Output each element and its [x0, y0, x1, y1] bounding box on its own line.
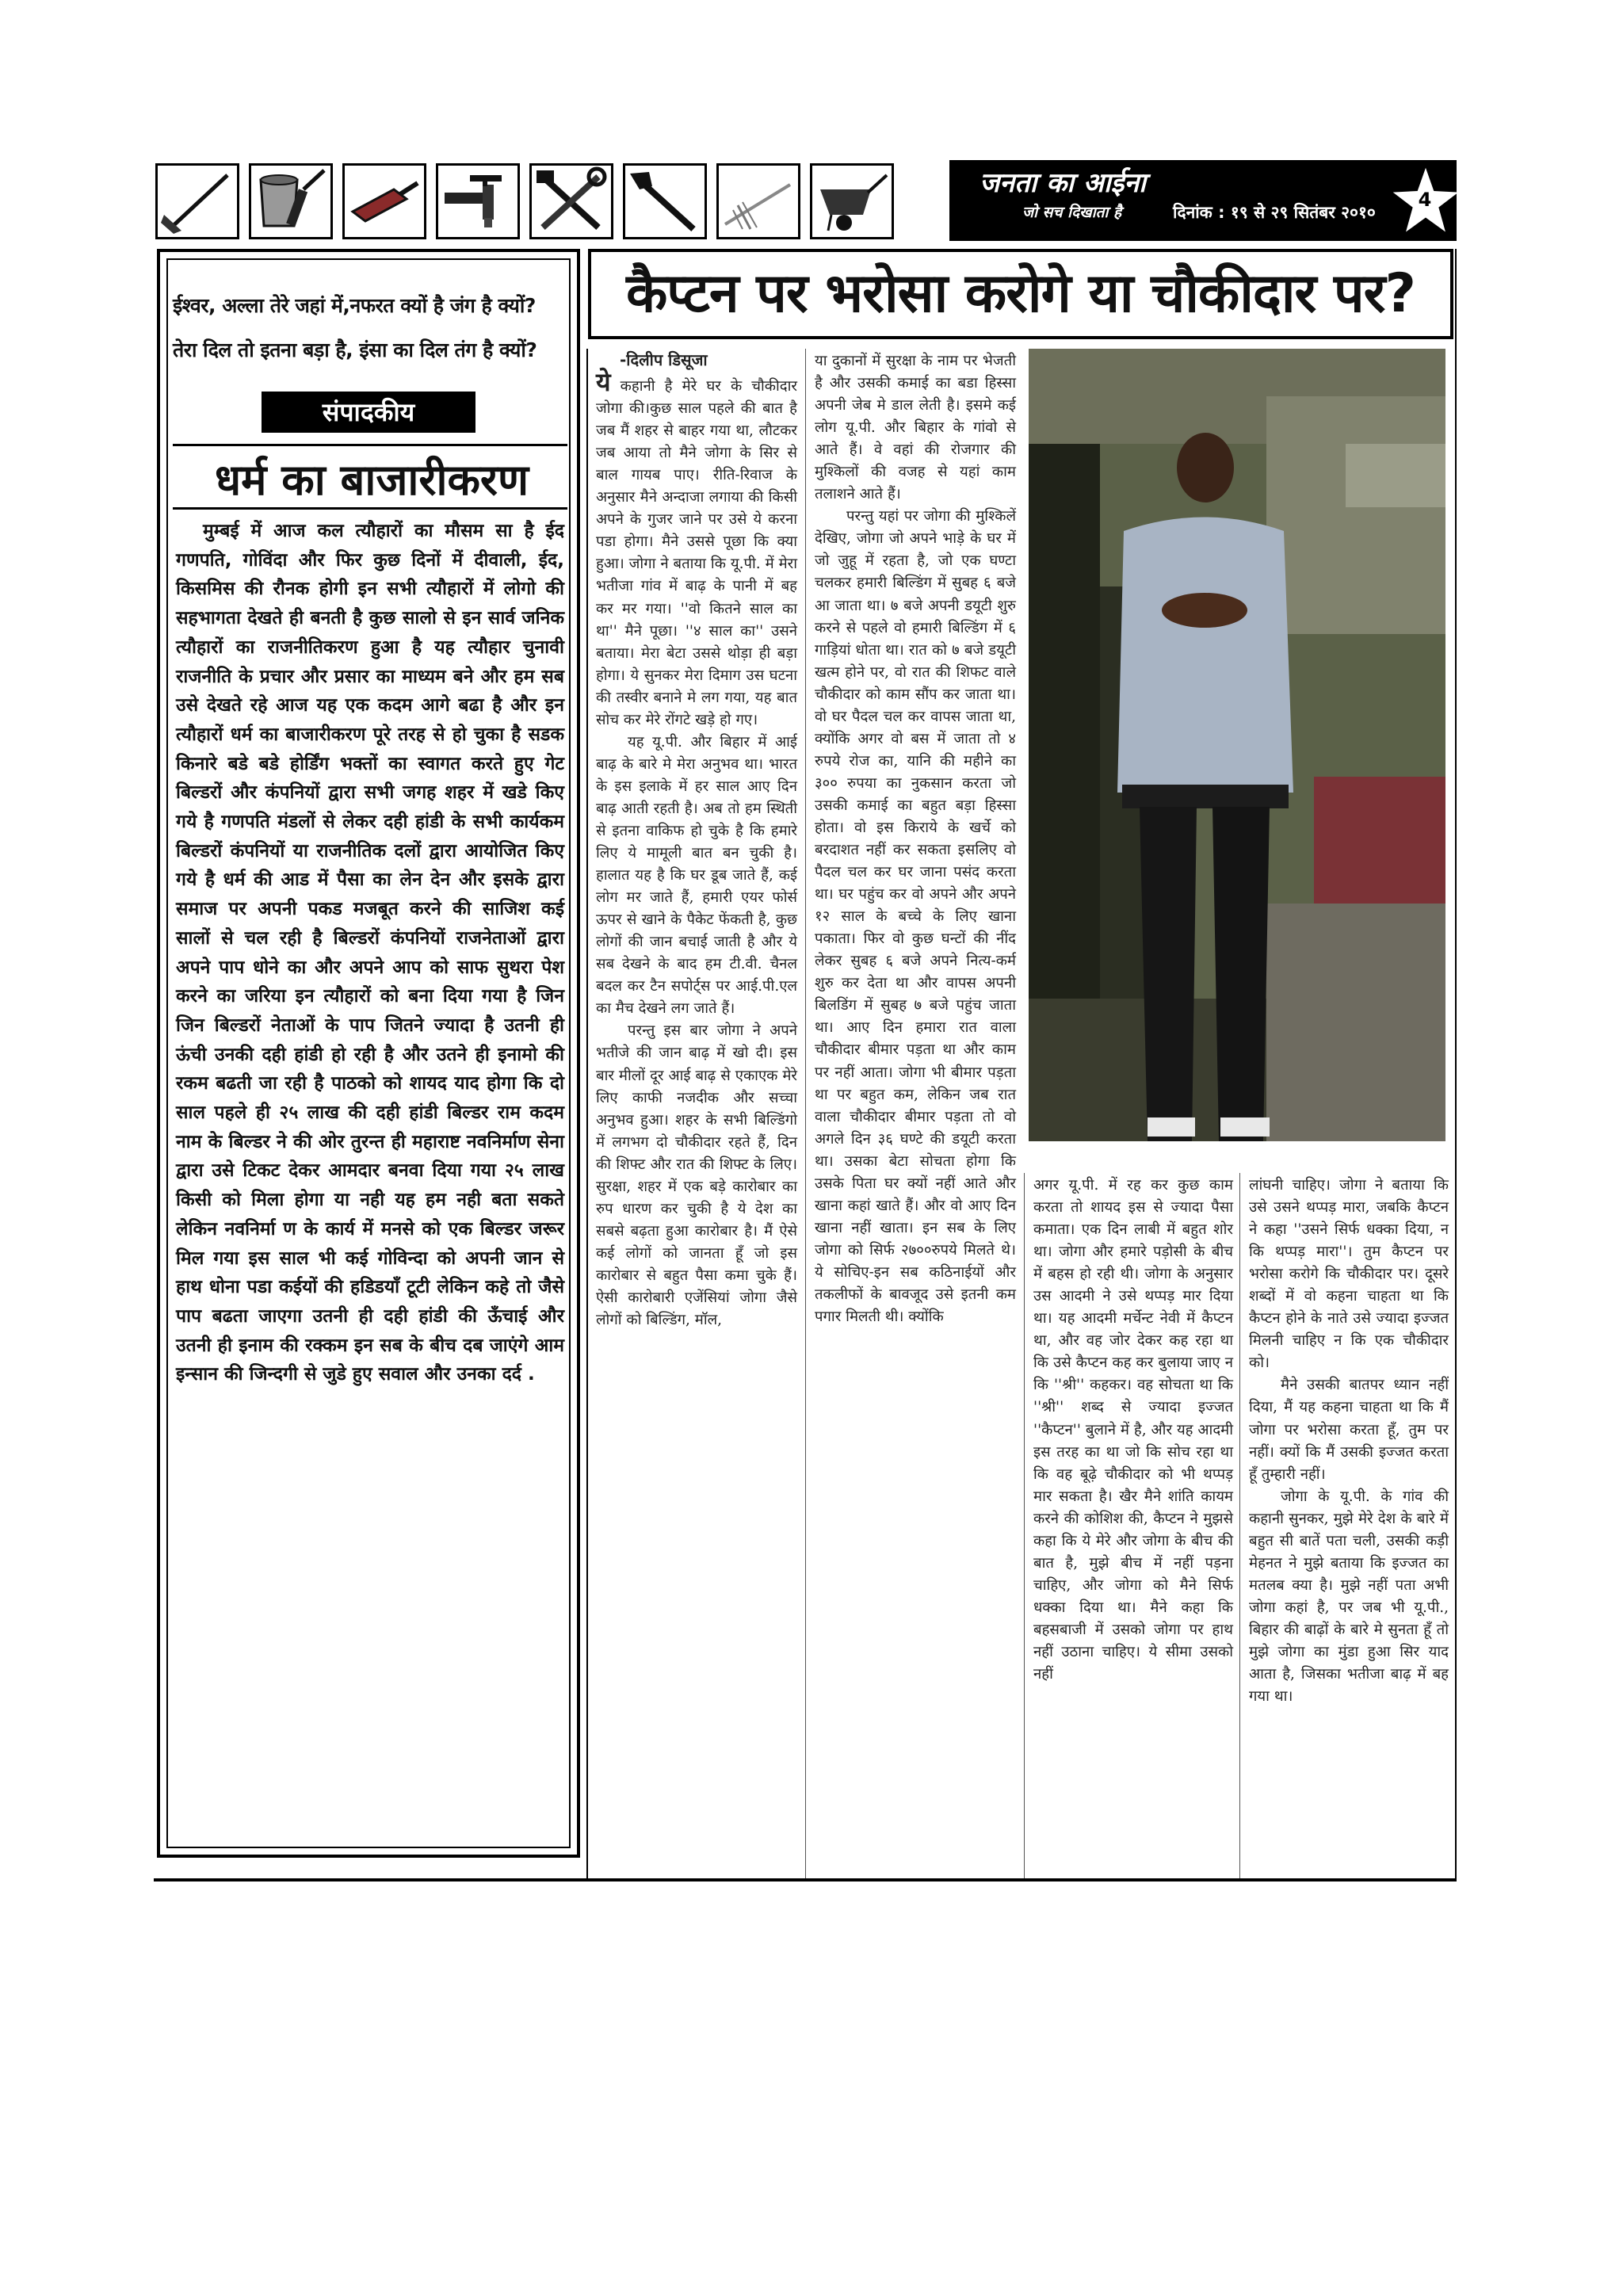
column-divider [586, 349, 588, 1878]
trowel-icon [342, 163, 426, 239]
quote-line-2: तेरा दिल तो इतना बड़ा है, इंसा का दिल तंग है क्यों? [173, 338, 537, 361]
pipe-wrench-icon [623, 163, 707, 239]
article-paragraph: या दुकानों में सुरक्षा के नाम पर भेजती है और उसकी कमाई का बडा हिस्सा अपनी जेब मे डाल लेती है। इसमे कई लोग यू.पी. और बिहार के गांवो से आते हैं। वे वहां की रोजगार की मुश्किलों की वजह से यहां काम तलाशने आते हैं। [815, 353, 1016, 503]
article-paragraph: अगर यू.पी. में रह कर कुछ काम करता तो शायद इस से ज्यादा पैसा कमाता। एक दिन लाबी में बहुत शोर था। जोगा और हमारे पड़ोसी के बीच में बहस हो रही थी। जोगा के अनुसार उस आदमी ने उसे थप्पड़ मार दिया था। यह आदमी मर्चेन्ट नेवी में कैप्टन था, और वह जोर देकर कह रहा था कि उसे कैप्टन कह कर बुलाया जाए न कि ''श्री'' कहकर। वह सोचता था कि ''श्री'' शब्द से ज्यादा इज्जत ''कैप्टन'' बुलाने में है, और यह आदमी इस तरह का था जो कि सोच रहा था कि वह बूढ़े चौकीदार को भी थप्पड़ मार सकता है। खैर मैने शांति कायम करने की कोशिश की, कैप्टन ने मुझसे कहा कि ये मेरे और जोगा के बीच की बात है, मुझे बीच में नहीं पड़ना चाहिए, और जोगा को मैने सिर्फ धक्का दिया था। मैने कहा कि बहसबाजी में उसको जोगा पर हाथ नहीं उठाना चाहिए। ये सीमा उसको नहीं [1033, 1177, 1233, 1683]
wheelbarrow-icon [810, 163, 894, 239]
editorial-paragraph: मुम्बई में आज कल त्यौहारों का मौसम सा है ईद गणपति, गोविंदा और फिर कुछ दिनों में दीवाली, ईद, किसमिस की रौनक होगी इन सभी त्यौहारों में लोगो की सहभागता देखते ही बनती है कुछ सालो से इन सार्व जनिक त्यौहारों का राजनीतिकरण हुआ है यह त्यौहार चुनावी राजनीति के प्रचार और प्रसार का माध्यम बने और हम सब उसे देखते रहे आज यह एक कदम आगे बढा है और इन त्यौहारों धर्म का बाजारीकरण पूरे तरह से हो चुका है सडक किनारे बडे बडे होर्डिंग भक्तों का स्वागत करते हुए गेट बिल्डरों और कंपनियों द्वारा सभी जगह शहर में खडे किए गये है गणपति मंडलों से लेकर दही हांडी के सभी कार्यकम बिल्डरों कंपनियों या राजनीतिक दलों द्वारा आयोजित किए गये है धर्म की आड में पैसा का लेन देन और इसके द्वारा समाज पर अपनी पकड मजबूत करने की साजिश कई सालों से चल रही है बिल्डरों कंपनियों राजनेताओं द्वारा अपने पाप धोने का और अपने आप को साफ सुथरा पेश करने का जरिया इन त्यौहारों को बना दिया गया है जिन जिन बिल्डरों नेताओं के पाप जितने ज्यादा है उतनी ही ऊंची उनकी दही हांडी हो रही है और उतने ही इनामो की रकम बढती जा रही है पाठको को शायद याद होगा कि दो साल पहले ही २५ लाख की दही हांडी बिल्डर राम कदम नाम के बिल्डर ने की ओर तुरन्त ही महाराष्ट नवनिर्माण सेना द्वारा उसे टिकट देकर आमदार बनवा दिया गया २५ लाख किसी को मिला होगा या नही यह हम नही बता सकते लेकिन नवनिर्मा ण के कार्य में मनसे को एक बिल्डर जरूर मिल गया इस साल भी कई गोविन्दा को अपनी जान से हाथ धोना पडा कईयों की हडिडयॉं टूटी लेकिन कहे तो जैसे पाप बढता जाएगा उतनी ही दही हांडी की ऊँचाई और उतनी ही इनाम की रक्कम इन सब के बीच दब जाएंगे आम इन्सान की जिन्दगी से जुडे हुए सवाल और उनका दर्द . [176, 521, 564, 1385]
article-paragraph: जोगा के यू.पी. के गांव की कहानी सुनकर, मुझे मेरे देश के बारे में बहुत सी बातें पता चली, उसकी कड़ी मेहनत ने मुझे बताया कि इज्जत का मतलब क्या है। मुझे नहीं पता अभी जोगा कहां है, पर जब भी यू.पी., बिहार की बाढ़ों के बारे मे सुनता हूँ तो मुझे जोगा का मुंडा हुआ सिर याद आता है, जिसका भतीजा बाढ़ में बह गया था। [1249, 1488, 1449, 1706]
article-paragraph: मैने उसकी बातपर ध्यान नहीं दिया, मैं यह कहना चाहता था कि मैं जोगा पर भरोसा करता हूँ, तुम पर नहीं। क्यों कि मैं उसकी इज्जत करता हूँ तुम्हारी नहीं। [1249, 1377, 1449, 1483]
drop-cap: ये [596, 367, 611, 398]
rake-icon [716, 163, 800, 239]
article-column-1 [596, 349, 797, 1331]
paint-bucket-brush-icon [249, 163, 333, 239]
water-tap-icon [436, 163, 520, 239]
divider [173, 444, 567, 446]
article-paragraph: यह यू.पी. और बिहार में आई बाढ़ के बारे मे मेरा अनुभव था। भारत के इस इलाके में हर साल आए दिन बाढ़ आती रहती है। अब तो हम स्थिती से इतना वाकिफ हो चुके है कि हमारे लिए ये मामूली बात बन चुकी है। हालात यह है कि घर डूब जाते हैं, कई लोग मर जाते हैं, हमारी एयर फोर्स ऊपर से खाने के पैकेट फेंकती है, कुछ लोगों की जान बचाई जाती है और ये सब देखने के बाद हम टी.वी. चैनल बदल कर टैन सपोर्ट्स पर आई.पी.एल का मैच देखने लग जाते हैं। [596, 733, 797, 1018]
editorial-body [176, 517, 564, 1389]
editorial-title: धर्म का बाजारीकरण [214, 455, 529, 505]
article-column-2 [815, 350, 1016, 1328]
article-paragraph: परन्तु इस बार जोगा ने अपने भतीजे की जान बाढ़ में खो दी। इस बार मीलों दूर आई बाढ़ से एकाएक मेरे लिए काफी नजदीक और सच्चा अनुभव हुआ। शहर के सभी बिल्डिंगो में लगभग दो चौकीदार रहते हैं, दिन की शिफ्ट और रात की शिफ्ट के लिए। सुरक्षा, शहर में एक बड़े कारोबार का रुप धारण कर चुकी है ये देश का सबसे बढ़ता हुआ कारोबार है। मैं ऐसे कई लोगों को जानता हूँ जो इस कारोबार से बहुत पैसा कमा चुके हैं। ऐसी कारोबारी एजेंसियां जोगा जैसे लोगों को बिल्डिंग, मॉल, [596, 1022, 797, 1329]
column-divider [1024, 1173, 1025, 1878]
crossed-tools-icon [529, 163, 613, 239]
article-column-4 [1249, 1175, 1449, 1708]
article-column-3 [1033, 1175, 1233, 1686]
article-headline: कैप्टन पर भरोसा करोगे या चौकीदार पर? [626, 262, 1415, 325]
article-photo [1029, 349, 1445, 1141]
hoe-icon [155, 163, 239, 239]
page-number: 4 [1418, 189, 1432, 211]
article-paragraph: परन्तु यहां पर जोगा की मुश्किलें देखिए, जोगा जो अपने भाड़े के घर में जो जुहू में रहता है, जो एक घण्टा चलकर हमारी बिल्डिंग में सुबह ६ बजे आ जाता था। ७ बजे अपनी डयूटी शुरु करने से पहले वो हमारी बिल्डिंग में ६ गाड़ियां धोता था। रात को ७ बजे डयूटी खत्म होने पर, वो रात की शिफट वाले चौकीदार को काम सौंप कर जाता था। वो घर पैदल चल कर वापस जाता था, क्योंकि अगर वो बस में जाता तो ४ रुपये रोज का, यानि की महीने का ३०० रुपया का नुकसान करता जो उसकी कमाई का बहुत बड़ा हिस्सा होता। वो इस किराये के खर्चे को बरदाशत नहीं कर सकता इसलिए वो पैदल चल कर घर जाना पसंद करता था। घर पहुंच कर वो अपने और अपने १२ साल के बच्चे के लिए खाना पकाता। फिर वो कुछ घन्टों की नींद लेकर सुबह ६ बजे अपने नित्य-कर्म शुरु कर देता था और वापस अपनी बिलडिंग में सुबह ७ बजे पहुंच जाता था। आए दिन हमारा रात वाला चौकीदार बीमार पड़ता था और काम पर नहीं आता। जोगा भी बीमार पड़ता था पर बहुत कम, लेकिन जब रात वाला चौकीदार बीमार पड़ता तो वो अगले दिन ३६ घण्टे की डयूटी करता था। उसका बेटा सोचता होगा कि उसके पिता घर क्यों नहीं आते और खाना कहां खाते हैं। और वो आए दिन खाना नहीं खाता। इन सब के लिए जोगा को सिर्फ २७००रुपये मिलते थे। ये सोचिए-इन सब कठिनाईयों और तकलीफों के बावजूद उसे इतनी कम पगार मिलती थी। क्योंकि [815, 508, 1016, 1326]
paragraph-text: कहानी है मेरे घर के चौकीदार जोगा की।कुछ साल पहले की बात है जब मैं शहर से बाहर गया था, लौटकर जब आया तो मैने जोगा के सिर से बाल गायब पाए। रीति-रिवाज के अनुसार मैने अन्दाजा लगाया की किसी अपने के गुजर जाने पर उसे ये करना पडा होगा। मैने उससे पूछा कि क्या हुआ। जोगा ने बताया कि यू.पी. में मेरा भतीजा गांव में बाढ़ के पानी में बह कर मर गया। ''वो कितने साल का था'' मैने पूछा। ''४ साल का'' उसने बताया। मेरा बेटा उससे थोड़ा ही बड़ा होगा। ये सुनकर मेरा दिमाग उस घटना की तस्वीर बनाने मे लग गया, यह बात सोच कर मेरे रोंगटे खड़े हो गए। [596, 378, 797, 728]
masthead-title: जनता का आईना [980, 167, 1146, 199]
masthead-tagline: जो सच दिखाता है [1022, 204, 1122, 221]
column-divider [1239, 1173, 1240, 1878]
divider [173, 507, 567, 510]
column-divider [1455, 249, 1457, 1880]
article-paragraph [596, 367, 797, 732]
byline: -दिलीप डिसूजा [620, 350, 708, 369]
issue-date: दिनांक : १९ से २९ सितंबर २०१० [1173, 203, 1376, 222]
article-paragraph: लांघनी चाहिए। जोगा ने बताया कि उसे उसने थप्पड़ मारा, जबकि कैप्टन ने कहा ''उसने सिर्फ धक्का दिया, न कि थप्पड़ मारा''। तुम कैप्टन पर भरोसा करोगे कि चौकीदार पर। दूसरे शब्दों में वो कहना चाहता था कि कैप्टन होने के नाते उसे ज्यादा इज्जत मिलनी चाहिए न कि एक चौकीदार को। [1249, 1177, 1449, 1372]
section-label: संपादकीय [262, 392, 475, 433]
column-divider [805, 349, 806, 1878]
bottom-rule [154, 1878, 1457, 1881]
quote-line-1: ईश्वर, अल्ला तेरे जहां में,नफरत क्यों है जंग है क्यों? [173, 294, 536, 317]
